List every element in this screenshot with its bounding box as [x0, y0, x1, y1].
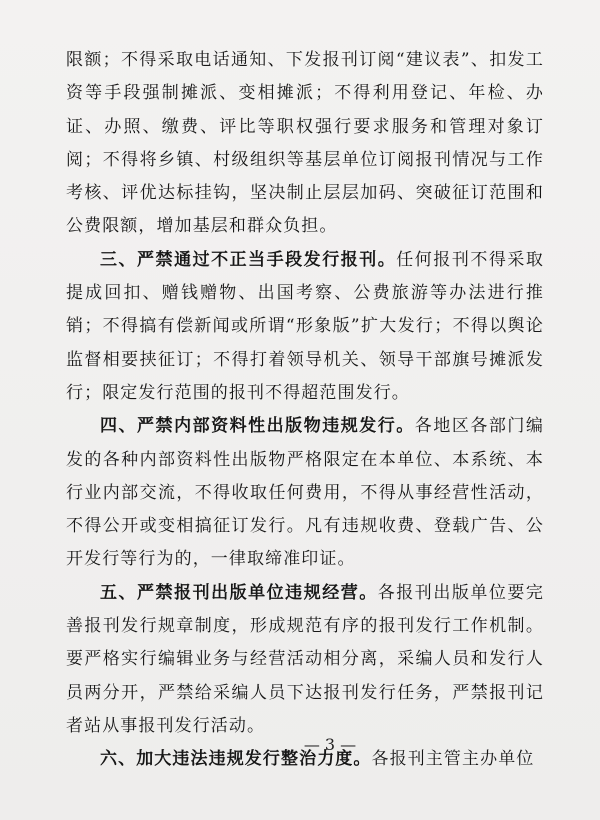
paragraph-body: 限额；不得采取电话通知、下发报刊订阅“建议表”、扣发工资等手段强制摊派、变相摊派；不得利用登记、年检、办证、办照、缴费、评比等职权强行要求服务和管理对象订阅；不得将乡镇、村级组织等基层单位订阅报刊情况与工作考核、评优达标挂钩，坚决制止层层加码、突破征订范围和公费限额，增加基层和群众负担。: [66, 50, 544, 237]
section-heading: 四、严禁内部资料性出版物违规发行。: [100, 416, 415, 437]
paragraph-section-4: [66, 410, 544, 576]
section-heading: 五、严禁报刊出版单位违规经营。: [100, 582, 378, 603]
paragraph-body: 各报刊主管主办单位: [371, 749, 535, 770]
page-number: — 3 —: [303, 735, 357, 754]
section-heading: 三、严禁通过不正当手段发行报刊。: [100, 249, 397, 270]
section-heading: 六、加大违法违规发行整治力度。: [100, 749, 372, 770]
paragraph-section-3: [66, 244, 544, 410]
paragraph-body: 各地区各部门编发的各种内部资料性出版物严格限定在本单位、本系统、本行业内部交流，不得收取任何费用，不得从事经营性活动，不得公开或变相搞征订发行。凡有违规收费、登载广告、公开发行等行为的，一律取缔准印证。: [66, 416, 544, 570]
paragraph-body: 各报刊出版单位要完善报刊发行规章制度，形成规范有序的报刊发行工作机制。要严格实行编辑业务与经营活动相分离，采编人员和发行人员两分开，严禁给采编人员下达报刊发行任务，严禁报刊记者站从事报刊发行活动。: [66, 582, 545, 736]
paragraph-continuation: [66, 44, 544, 244]
document-body: [66, 44, 544, 777]
paragraph-body: 任何报刊不得采取提成回扣、赠钱赠物、出国考察、公费旅游等办法进行推销；不得搞有偿新闻或所谓“形象版”扩大发行；不得以舆论监督相要挟征订；不得打着领导机关、领导干部旗号摊派发行；限定发行范围的报刊不得超范围发行。: [66, 249, 544, 403]
paragraph-section-5: [66, 577, 544, 743]
